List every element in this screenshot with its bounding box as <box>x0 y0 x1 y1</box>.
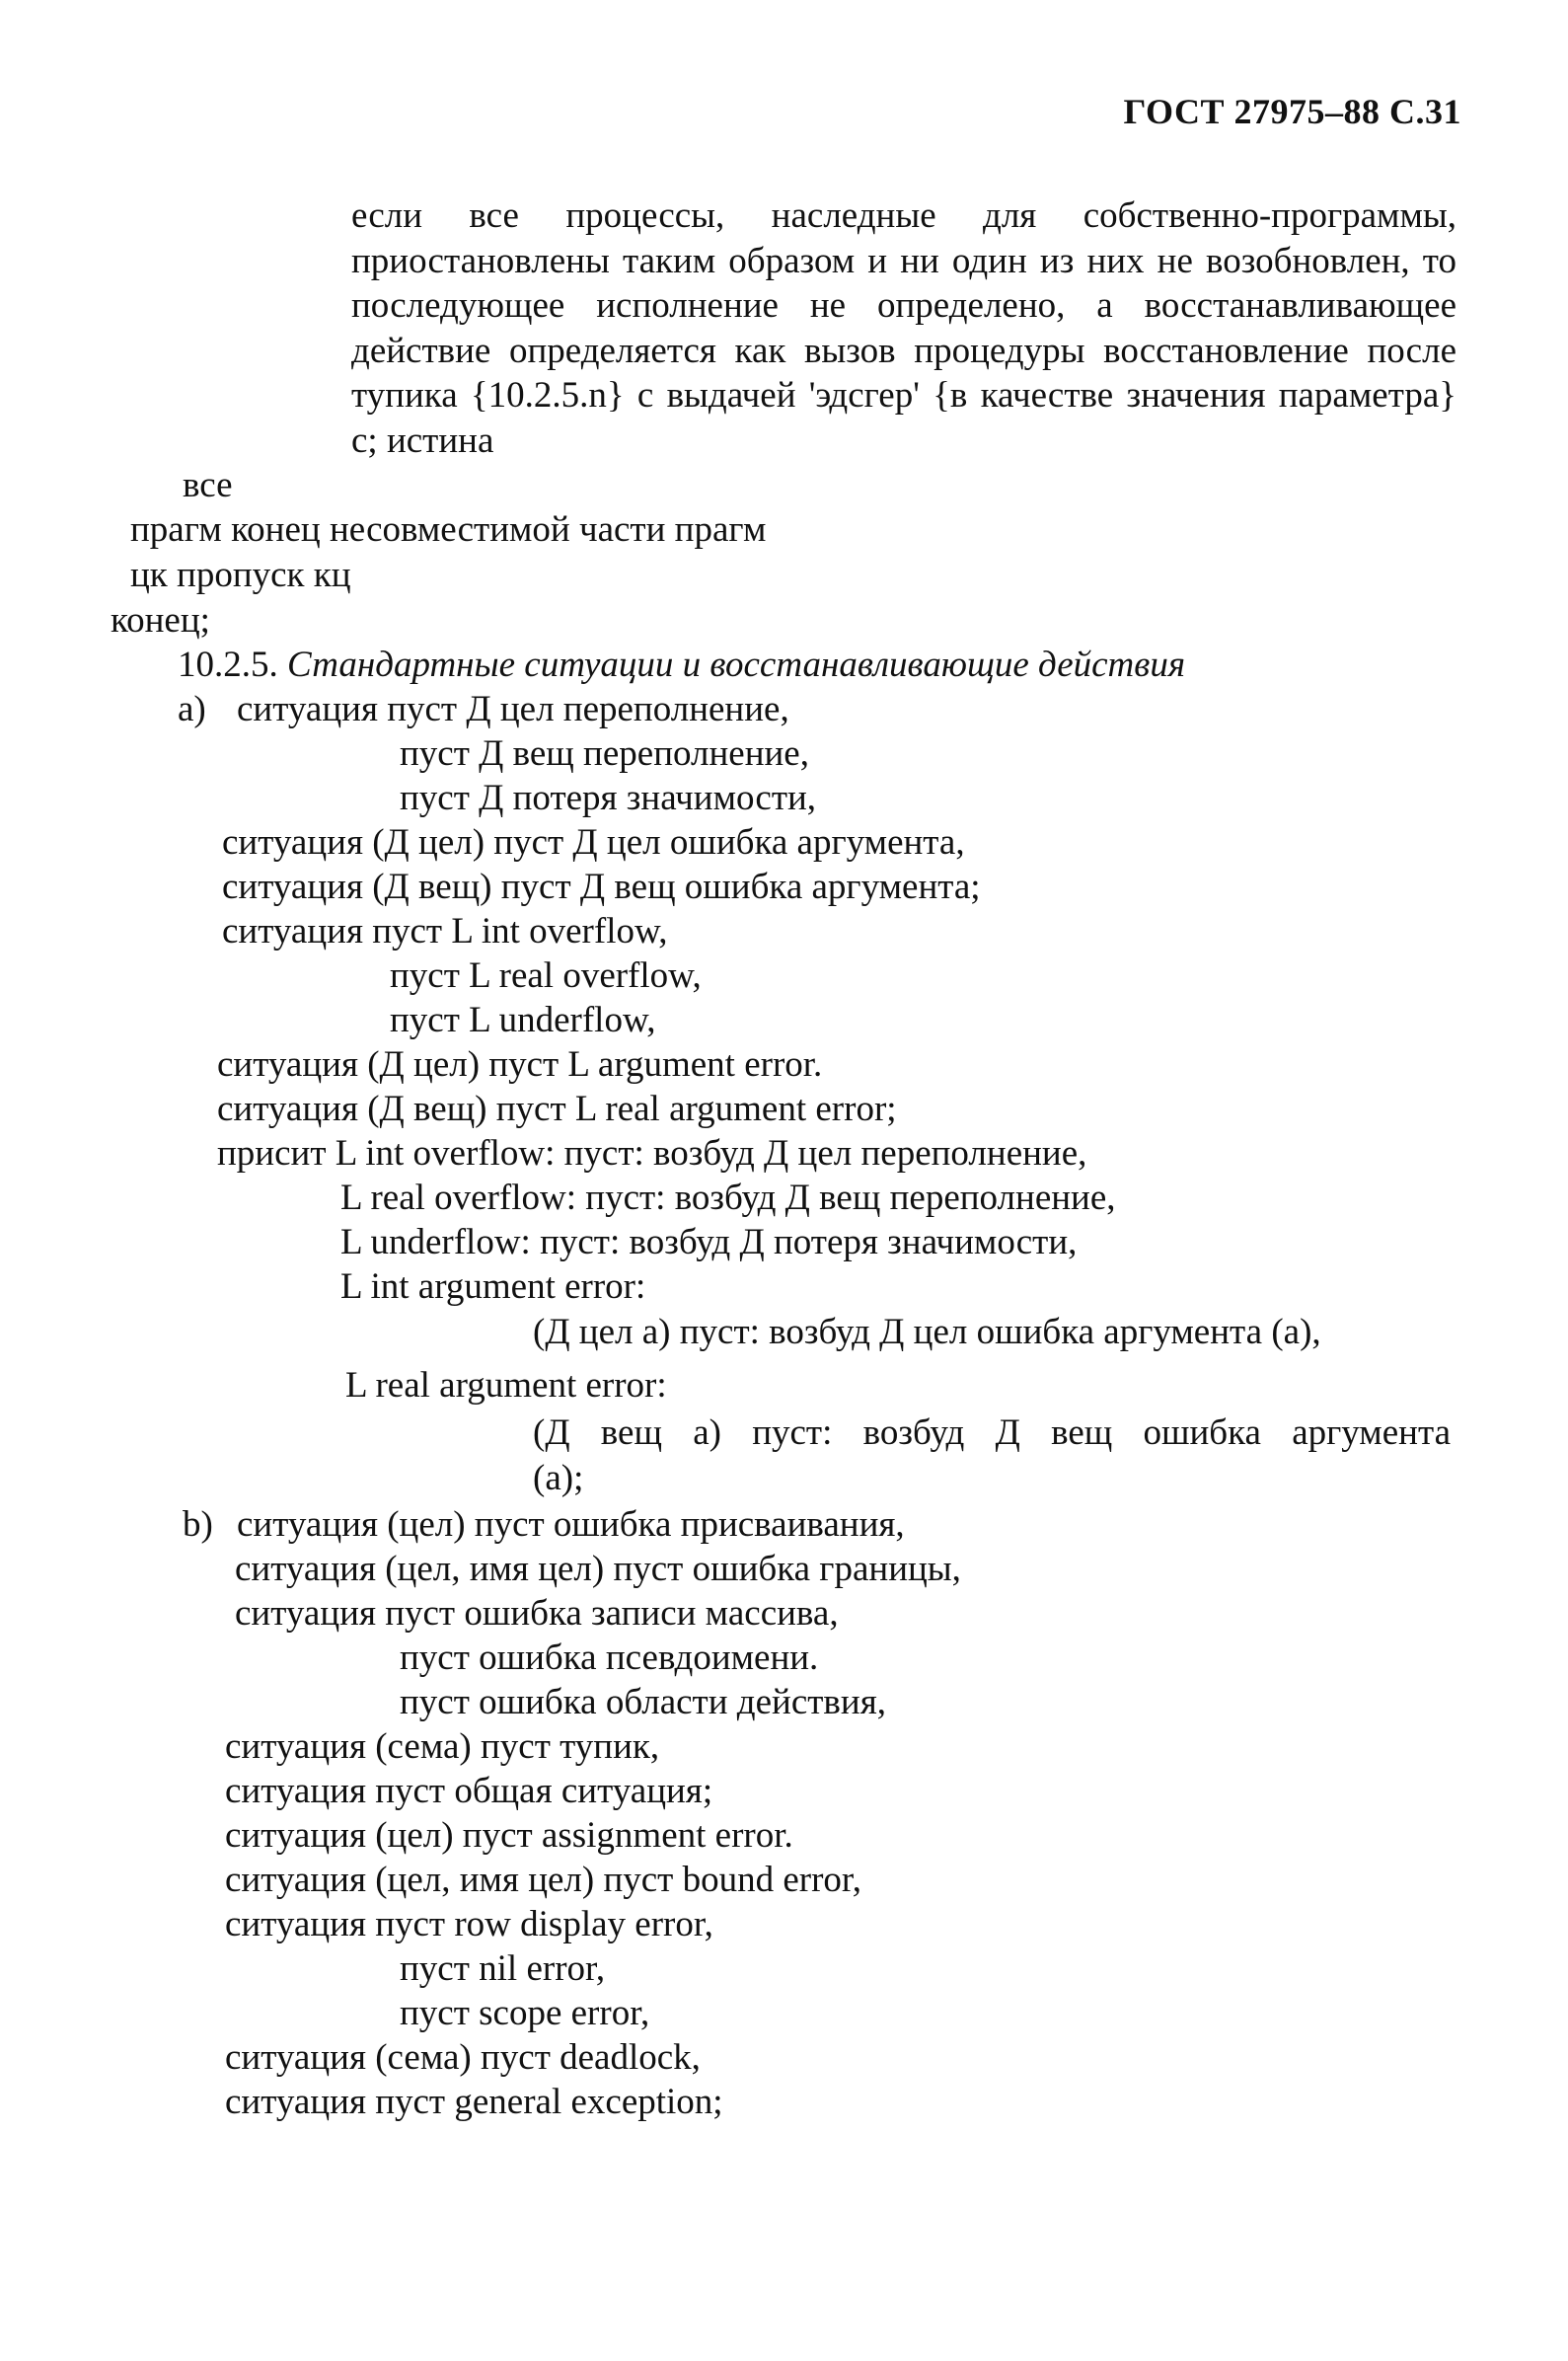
list-a-line: пуст Д потеря значимости, <box>400 778 817 818</box>
code-line: цк пропуск кц <box>130 555 351 595</box>
list-a-line: ситуация (Д цел) пуст Д цел ошибка аргумента, <box>222 822 965 863</box>
list-b-line: пуст ошибка псевдоимени. <box>400 1637 819 1678</box>
list-a-line: пуст Д вещ переполнение, <box>400 733 809 774</box>
list-a-line: ситуация (Д цел) пуст L argument error. <box>217 1044 823 1085</box>
list-b-marker: b) <box>183 1504 213 1545</box>
list-b-line: ситуация пуст ошибка записи массива, <box>235 1593 839 1634</box>
list-b-line: ситуация (цел, имя цел) пуст bound error, <box>225 1860 862 1900</box>
section-title: Стандартные ситуации и восстанавливающие действия <box>287 645 1186 685</box>
section-number: 10.2.5. <box>178 645 278 685</box>
list-b-line: ситуация (цел) пуст assignment error. <box>225 1815 793 1856</box>
list-a-line: ситуация (Д вещ) пуст L real argument error; <box>217 1089 897 1129</box>
list-b-line: пуст scope error, <box>400 1993 650 2033</box>
list-b-line: ситуация пуст общая ситуация; <box>225 1771 713 1811</box>
list-a-line: ситуация (Д вещ) пуст Д вещ ошибка аргумента; <box>222 867 981 907</box>
page-header: ГОСТ 27975–88 С.31 <box>1123 92 1461 131</box>
code-line: все <box>183 465 233 505</box>
list-a-line: (Д вещ а) пуст: возбуд Д вещ ошибка аргумента <box>533 1412 1451 1453</box>
list-a-line: (а); <box>533 1458 584 1498</box>
list-a-line: L underflow: пуст: возбуд Д потеря значимости, <box>340 1222 1078 1262</box>
list-b-line: ситуация пуст general exception; <box>225 2082 723 2122</box>
list-a-line: L real argument error: <box>345 1365 667 1406</box>
section-heading <box>178 644 1185 686</box>
list-a-marker: а) <box>178 689 206 729</box>
list-a-line: ситуация пуст L int overflow, <box>222 911 668 952</box>
list-b-line: ситуация (цел, имя цел) пуст ошибка границы, <box>235 1549 961 1589</box>
list-a-line: (Д цел а) пуст: возбуд Д цел ошибка аргумента (а), <box>533 1312 1321 1352</box>
code-line: конец; <box>111 600 210 641</box>
list-b-line: пуст ошибка области действия, <box>400 1682 886 1722</box>
list-a-line: присит L int overflow: пуст: возбуд Д цел переполнение, <box>217 1133 1087 1174</box>
list-b-line: ситуация (сема) пуст тупик, <box>225 1726 660 1767</box>
list-b-line: ситуация пуст row display error, <box>225 1904 713 1944</box>
list-b-line: пуст nil error, <box>400 1948 606 1989</box>
continuation-paragraph: если все процессы, наследные для собственно-программы, приостановлены таким образом и ни один из них не возобновлен, то последующее исполнение не определено, а восстанавливающее действие определяется как вызов процедуры восстановление после тупика {10.2.5.n} с выдачей 'эдсгер' {в качестве значения параметра} с; истина <box>351 195 1456 461</box>
list-a-line: пуст L real overflow, <box>390 955 702 996</box>
list-a-line: ситуация пуст Д цел переполнение, <box>237 689 789 729</box>
list-a-line: пуст L underflow, <box>390 1000 656 1040</box>
list-b-line: ситуация (сема) пуст deadlock, <box>225 2037 701 2078</box>
code-line: прагм конец несовместимой части прагм <box>130 509 767 550</box>
list-a-line: L int argument error: <box>340 1266 646 1307</box>
list-b-line: ситуация (цел) пуст ошибка присваивания, <box>237 1504 905 1545</box>
list-a-line: L real overflow: пуст: возбуд Д вещ переполнение, <box>340 1178 1116 1218</box>
